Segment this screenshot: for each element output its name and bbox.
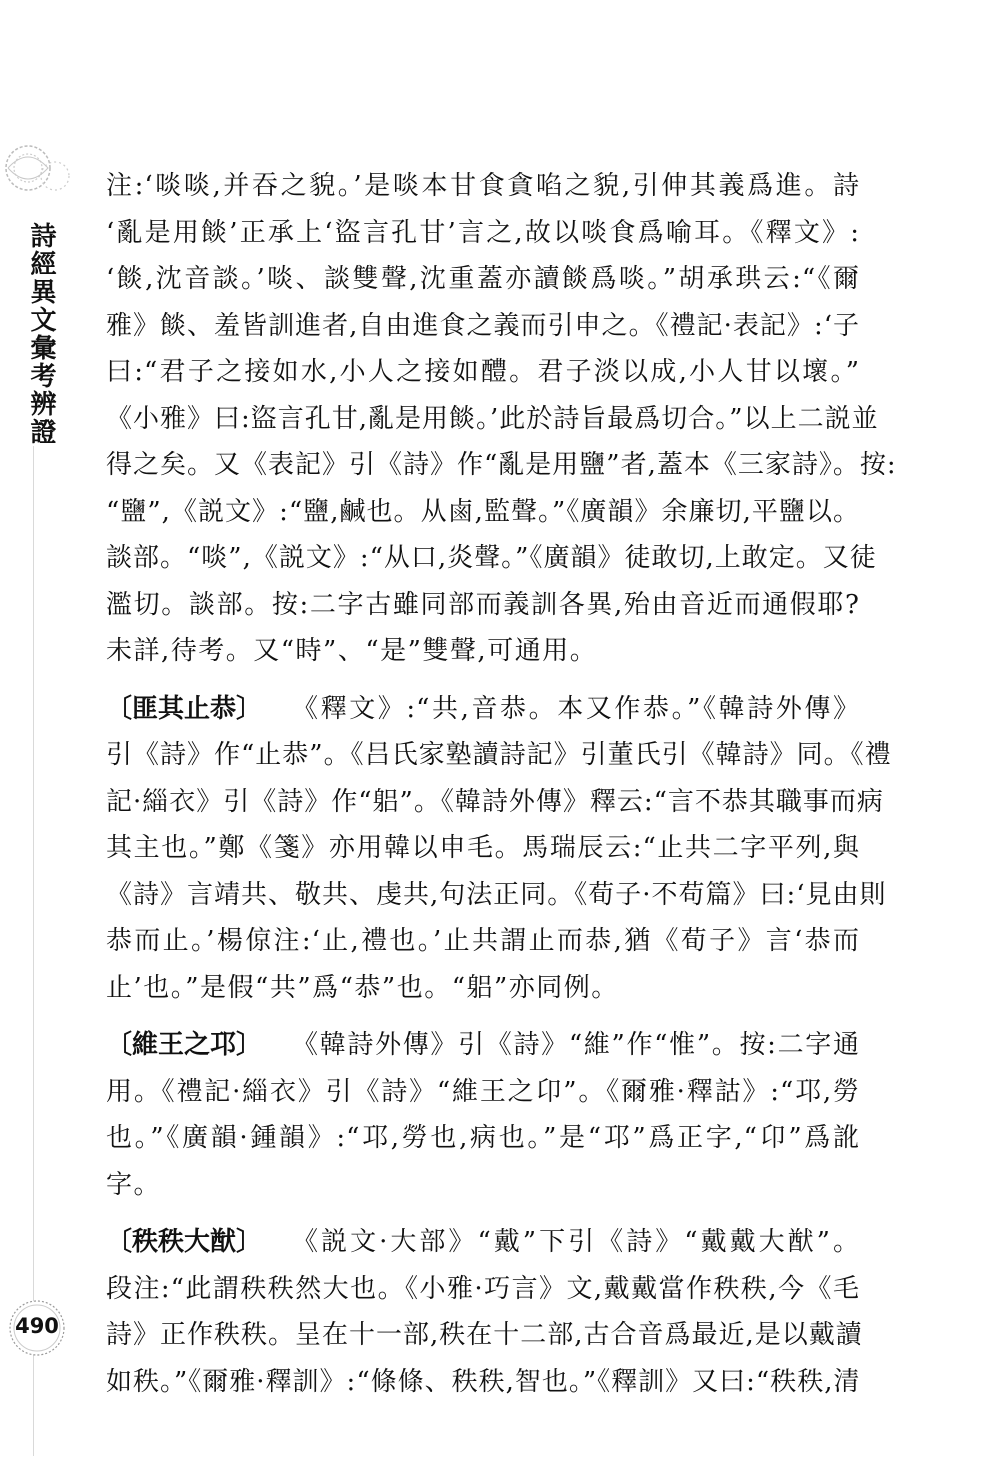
text-line: ‘餤,沈音談。’啖、談雙聲,沈重蓋亦讀餤爲啖。”胡承珙云:“《爾 (106, 264, 860, 294)
text-line: 如秩。”《爾雅·釋訓》:“條條、秩秩,智也。”《釋訓》又曰:“秩秩,清 (106, 1366, 861, 1397)
text-line: 引《詩》作“止恭”。《吕氏家塾讀詩記》引董氏引《韓詩》同。《禮 (106, 740, 892, 770)
text-line: 字。 (106, 1169, 162, 1200)
page-number-badge (6, 1298, 68, 1360)
text-line: 恭而止。’楊倞注:‘止,禮也。’止共謂止而恭,猶《荀子》言‘恭而 (106, 926, 860, 956)
text-line: 曰:“君子之接如水,小人之接如醴。君子淡以成,小人甘以壞。” (106, 357, 860, 387)
entry-zhi-zhi-da-you (106, 1219, 863, 1405)
text-line: 其主也。”鄭《箋》亦用韓以申毛。馬瑞辰云:“止共二字平列,與 (106, 833, 860, 863)
text-line: 記·緇衣》引《詩》作“躳”。《韓詩外傳》釋云:“言不恭其職事而病 (106, 786, 884, 817)
text-line: 雅》餤、羞皆訓進者,自由進食之義而引申之。《禮記·表記》:‘子 (106, 310, 860, 341)
text-line: 《説文·大部》“戴”下引《詩》“戴戴大猷”。 (292, 1227, 860, 1257)
text-line: 《釋文》:“共,音恭。本又作恭。”《韓詩外傳》 (292, 693, 860, 724)
text-line: ‘亂是用餤’正承上‘盜言孔甘’言之,故以啖食爲喻耳。《釋文》: (106, 217, 860, 248)
running-head-book-title: 詩經異文彙考辨證 (26, 222, 56, 446)
text-line: 《小雅》曰:盜言孔甘,亂是用餤。’此於詩旨最爲切合。”以上二説並 (106, 403, 879, 434)
text-line: 《韓詩外傳》引《詩》“維”作“惟”。按:二字通 (292, 1030, 860, 1060)
paragraph-1 (106, 163, 897, 675)
text-line: 得之矣。又《表記》引《詩》作“亂是用鹽”者,蓋本《三家詩》。按: (106, 450, 897, 480)
text-line: 未詳,待考。又“時”、“是”雙聲,可通用。 (106, 636, 598, 666)
text-line: 《詩》言靖共、敬共、虔共,句法正同。《荀子·不苟篇》曰:‘見由則 (106, 879, 887, 910)
entry-wei-wang-zhi-qiong (106, 1022, 860, 1208)
text-line: 濫切。談部。按:二字古雖同部而義訓各異,殆由音近而通假耶? (106, 589, 860, 620)
text-line: 談部。“啖”,《説文》:“从口,炎聲。”《廣韻》徒敢切,上敢定。又徒 (106, 543, 877, 573)
decorative-ornament-icon (0, 138, 80, 198)
body-text (106, 163, 897, 1405)
text-line: 止’也。”是假“共”爲“恭”也。“躳”亦同例。 (106, 972, 619, 1003)
text-line: 詩》正作秩秩。呈在十一部,秩在十二部,古合音爲最近,是以戴讀 (106, 1320, 863, 1350)
text-line: “鹽”,《説文》:“鹽,鹹也。从鹵,監聲。”《廣韻》余廉切,平鹽以。 (106, 496, 860, 527)
entry-fei-qi-zhi-gong (106, 686, 892, 1012)
text-line: 用。《禮記·緇衣》引《詩》“維王之卬”。《爾雅·釋詁》:“邛,勞 (106, 1076, 860, 1107)
text-line: 也。”《廣韻·鍾韻》:“邛,勞也,病也。”是“邛”爲正字,“卬”爲訛 (106, 1123, 860, 1153)
entry-heading: 〔秩秩大猷〕 (106, 1227, 263, 1257)
text-line: 段注:“此謂秩秩然大也。《小雅·巧言》文,戴戴當作秩秩,今《毛 (106, 1273, 860, 1304)
page-number: 490 (15, 1314, 59, 1338)
text-line: 注:‘啖啖,并吞之貌。’是啖本甘食貪啗之貌,引伸其義爲進。詩 (106, 171, 860, 201)
entry-heading: 〔維王之邛〕 (106, 1030, 263, 1060)
entry-heading: 〔匪其止恭〕 (106, 693, 263, 724)
